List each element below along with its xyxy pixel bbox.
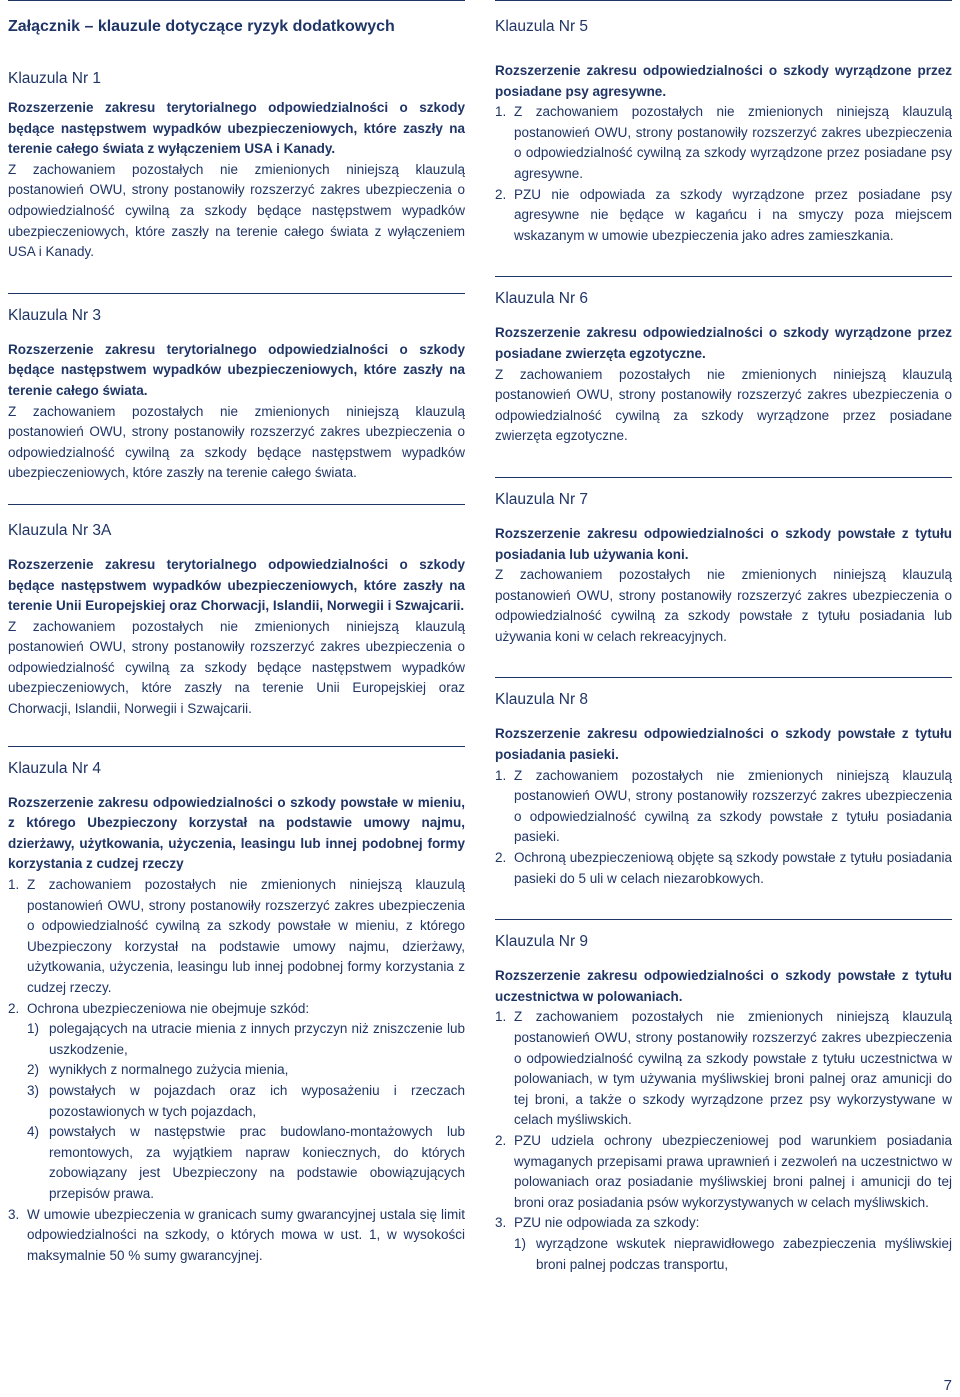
right-column: [495, 0, 952, 1275]
section-rule: [495, 677, 952, 678]
item-number: 1.: [8, 877, 20, 893]
list-item: [495, 766, 952, 848]
clause-subtitle: Rozszerzenie zakresu terytorialnego odpowiedzialności o szkody będące następstwem wypadków ubezpieczeniowych, które zaszły na terenie całego świata.: [8, 341, 465, 398]
clause-list: [495, 102, 952, 246]
clause-subtitle: Rozszerzenie zakresu odpowiedzialności o szkody wyrządzone przez posiadane psy agresywne.: [495, 63, 952, 99]
clause-subtitle: Rozszerzenie zakresu terytorialnego odpowiedzialności o szkody będące następstwem wypadków ubezpieczeniowych, które zaszły na terenie Unii Europejskiej oraz Chorwacji, Islandii, Norwegii i Szwajcarii.: [8, 556, 465, 614]
sub-item: [27, 1060, 465, 1081]
clause-body: Z zachowaniem pozostałych nie zmienionych niniejszą klauzulą postanowień OWU, strony postanowiły rozszerzyć zakres ubezpieczenia o odpowiedzialność cywilną za szkody będące następstwem wypadków ubezpieczeniowych, które zaszły na terenie całego świata z wyłączeniem USA i Kanady.: [8, 161, 465, 260]
section-rule: [8, 746, 465, 747]
list-item: [495, 102, 952, 184]
clause-heading: Klauzula Nr 4: [8, 759, 102, 777]
item-number: 2.: [495, 1132, 507, 1148]
clause-7: [495, 489, 952, 648]
item-text: Z zachowaniem pozostałych nie zmienionych niniejszą klauzulą postanowień OWU, strony postanowiły rozszerzyć zakres ubezpieczenia o odpowiedzialność cywilną za szkody powstałe w mieniu, z którego Ubezpieczony korzystał na podstawie umowy najmu, dzierżawy, użytkowania, użyczenia, leasingu lub innej podobnej formy korzystania z cudzej rzeczy.: [27, 877, 465, 995]
list-item: [495, 1007, 952, 1131]
clause-list: [8, 875, 465, 1266]
sub-list: [514, 1234, 952, 1275]
item-text: PZU nie odpowiada za szkody wyrządzone przez posiadane psy agresywne nie będące w kagańcu i na smyczy poza miejscem wskazanym w umowie ubezpieczenia jako adres zamieszkania.: [514, 186, 952, 243]
clause-subtitle: Rozszerzenie zakresu odpowiedzialności o szkody wyrządzone przez posiadane zwierzęta egzotyczne.: [495, 325, 952, 361]
clause-heading: Klauzula Nr 9: [495, 933, 589, 951]
item-number: 1.: [495, 767, 507, 783]
item-number: 2.: [495, 850, 507, 866]
sub-item-number: 3): [27, 1082, 40, 1098]
clause-5: [495, 16, 952, 246]
sub-item-text: powstałych w następstwie prac budowlano-montażowych lub remontowych, za wyjątkiem napraw koniecznych, do których zobowiązany jest Ubezpieczony na podstawie obowiązujących przepisów prawa.: [49, 1124, 465, 1201]
clause-heading: Klauzula Nr 8: [495, 691, 589, 709]
item-text: Ochroną ubezpieczeniową objęte są szkody powstałe z tytułu posiadania pasieki do 5 uli w celach niezarobkowych.: [514, 850, 952, 886]
clause-subtitle: Rozszerzenie zakresu odpowiedzialności o szkody powstałe z tytułu posiadania lub używania koni.: [495, 525, 952, 562]
clause-8: [495, 689, 952, 889]
clause-1: [8, 68, 465, 263]
item-number: 1.: [495, 1009, 507, 1025]
sub-item-number: 2): [27, 1062, 40, 1078]
clause-list: [495, 1007, 952, 1275]
clause-subtitle: Rozszerzenie zakresu odpowiedzialności o szkody powstałe z tytułu posiadania pasieki.: [495, 726, 952, 763]
clause-body: Z zachowaniem pozostałych nie zmienionych niniejszą klauzulą postanowień OWU, strony postanowiły rozszerzyć zakres ubezpieczenia o odpowiedzialność cywilną za szkody będące następstwem wypadków ubezpieczeniowych, które zaszły na terenie Unii Europejskiej oraz Chorwacji, Islandii, Norwegii i Szwajcarii.: [8, 618, 465, 717]
clause-heading: Klauzula Nr 7: [495, 490, 589, 508]
clause-body: Z zachowaniem pozostałych nie zmienionych niniejszą klauzulą postanowień OWU, strony postanowiły rozszerzyć zakres ubezpieczenia o odpowiedzialność cywilną za szkody wyrządzone przez posiadane zwierzęta egzotyczne.: [495, 366, 952, 444]
sub-item: [27, 1122, 465, 1204]
left-column: [8, 0, 465, 1266]
item-number: 2.: [8, 1000, 20, 1016]
clause-body: Z zachowaniem pozostałych nie zmienionych niniejszą klauzulą postanowień OWU, strony postanowiły rozszerzyć zakres ubezpieczenia o odpowiedzialność cywilną za szkody będące następstwem wypadków ubezpieczeniowych, które zaszły na terenie całego świata.: [8, 403, 465, 481]
list-item: [495, 848, 952, 889]
clause-heading: Klauzula Nr 5: [495, 18, 589, 35]
clause-subtitle: Rozszerzenie zakresu odpowiedzialności o szkody powstałe z tytułu uczestnictwa w polowaniach.: [495, 968, 952, 1004]
item-text: W umowie ubezpieczenia w granicach sumy gwarancyjnej ustala się limit odpowiedzialności na szkody, o których mowa w ust. 1, w wysokości maksymalnie 50 % sumy gwarancyjnej.: [27, 1206, 465, 1263]
top-rule: [495, 0, 952, 1]
item-text: Z zachowaniem pozostałych nie zmienionych niniejszą klauzulą postanowień OWU, strony postanowiły rozszerzyć zakres ubezpieczenia o odpowiedzialność cywilną za szkody wyrządzone przez posiadane psy agresywne.: [514, 104, 952, 181]
list-item: [8, 1205, 465, 1267]
item-text: Z zachowaniem pozostałych nie zmienionych niniejszą klauzulą postanowień OWU, strony postanowiły rozszerzyć zakres ubezpieczenia o odpowiedzialność cywilną za szkody powstałe z tytułu posiadania pasieki.: [514, 767, 952, 845]
item-text: PZU nie odpowiada za szkody:: [514, 1215, 700, 1231]
sub-item-text: polegających na utracie mienia z innych przyczyn niż zniszczenie lub uszkodzenie,: [49, 1021, 465, 1057]
clause-6: [495, 288, 952, 447]
clause-heading: Klauzula Nr 3: [8, 306, 102, 324]
clause-heading: Klauzula Nr 3A: [8, 521, 112, 539]
page-title: Załącznik – klauzule dotyczące ryzyk dodatkowych: [8, 18, 395, 35]
list-item: [8, 999, 465, 1205]
clause-body: Z zachowaniem pozostałych nie zmienionych niniejszą klauzulą postanowień OWU, strony postanowiły rozszerzyć zakres ubezpieczenia o odpowiedzialność cywilną za szkody powstałe z tytułu posiadania lub używania koni w celach rekreacyjnych.: [495, 567, 952, 644]
item-number: 1.: [495, 104, 507, 120]
list-item: [495, 1213, 952, 1275]
top-rule: [8, 0, 465, 1]
sub-item-text: wynikłych z normalnego zużycia mienia,: [49, 1062, 289, 1078]
clause-subtitle: Rozszerzenie zakresu odpowiedzialności o szkody powstałe w mieniu, z którego Ubezpieczony korzystał na podstawie umowy najmu, dzierżawy, użytkowania, użyczenia, leasingu lub innej podobnej formy korzystania z cudzej rzeczy: [8, 794, 465, 872]
clause-heading: Klauzula Nr 1: [8, 70, 102, 87]
section-rule: [8, 504, 465, 505]
item-text: PZU udziela ochrony ubezpieczeniowej pod warunkiem posiadania wymaganych przepisami prawa uprawnień i zezwoleń na uczestnictwo w polowaniach oraz posiadanie myśliwskiej broni palnej i amunicji do tej broni oraz posiadania psów wykorzystywanych w celach myśliwskich.: [514, 1132, 952, 1210]
sub-item: [27, 1081, 465, 1122]
list-item: [495, 1131, 952, 1213]
clause-9: [495, 931, 952, 1275]
section-rule: [495, 919, 952, 920]
sub-item-number: 4): [27, 1124, 40, 1140]
clause-subtitle: Rozszerzenie zakresu terytorialnego odpowiedzialności o szkody będące następstwem wypadków ubezpieczeniowych, które zaszły na terenie całego świata z wyłączeniem USA i Kanady.: [8, 100, 465, 157]
list-item: [495, 185, 952, 247]
clause-3a: [8, 520, 465, 720]
list-item: [8, 875, 465, 999]
sub-item-number: 1): [514, 1235, 527, 1251]
section-rule: [8, 293, 465, 294]
clause-4: [8, 758, 465, 1267]
clause-heading: Klauzula Nr 6: [495, 290, 589, 308]
sub-item: [514, 1234, 952, 1275]
sub-item-text: wyrządzone wskutek nieprawidłowego zabezpieczenia myśliwskiej broni palnej podczas transportu,: [536, 1235, 952, 1272]
item-text: Z zachowaniem pozostałych nie zmienionych niniejszą klauzulą postanowień OWU, strony postanowiły rozszerzyć zakres ubezpieczenia o odpowiedzialność cywilną za szkody powstałe z tytułu uczestnictwa w polowaniach, w tym używania myśliwskiej broni palnej oraz amunicji do tej broni, a także o szkody wyrządzone przez psy wykorzystywane w celach myśliwskich.: [514, 1009, 952, 1128]
sub-list: [27, 1019, 465, 1204]
sub-item-number: 1): [27, 1021, 40, 1037]
item-number: 2.: [495, 186, 507, 202]
page-number: 7: [943, 1377, 952, 1394]
sub-item-text: powstałych w pojazdach oraz ich wyposażeniu i rzeczach pozostawionych w tych pojazdach,: [49, 1082, 465, 1119]
clause-3: [8, 305, 465, 484]
clause-list: [495, 766, 952, 890]
section-rule: [495, 276, 952, 277]
item-text: Ochrona ubezpieczeniowa nie obejmuje szkód:: [27, 1000, 310, 1016]
item-number: 3.: [495, 1215, 507, 1231]
section-rule: [495, 477, 952, 478]
item-number: 3.: [8, 1206, 20, 1222]
sub-item: [27, 1019, 465, 1060]
